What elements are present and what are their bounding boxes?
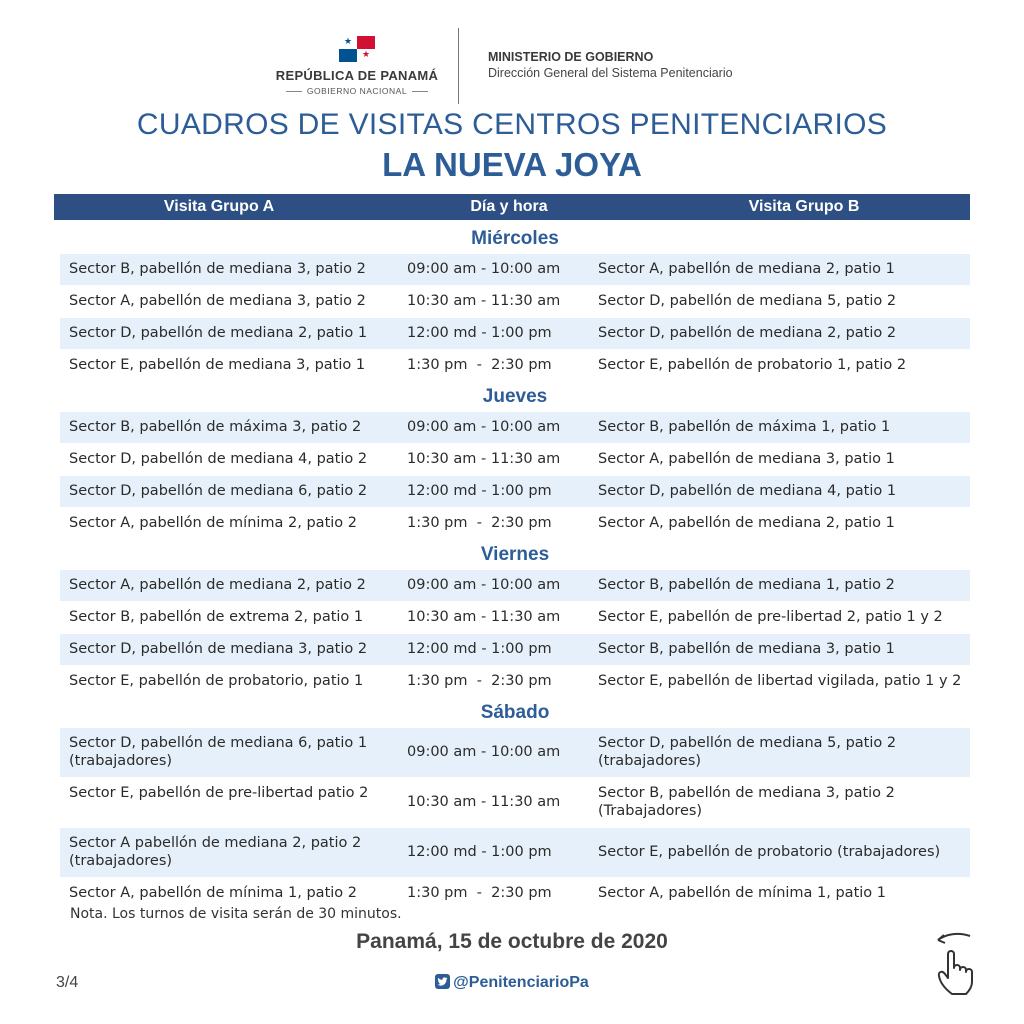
- column-header-group-a: Visita Grupo A: [163, 198, 275, 215]
- group-a-cell: Sector D, pabellón de mediana 4, patio 2: [69, 451, 368, 467]
- ministry-block: [488, 50, 733, 80]
- group-b-cell: Sector E, pabellón de probatorio 1, patio 2: [598, 357, 907, 373]
- group-a-cell: Sector B, pabellón de mediana 3, patio 2: [69, 261, 366, 277]
- group-a-cell: Sector A, pabellón de mínima 1, patio 2: [69, 885, 357, 901]
- table-row: [60, 412, 970, 444]
- group-a-cell: Sector E, pabellón de probatorio, patio 1: [69, 673, 364, 689]
- time-cell: 09:00 am - 10:00 am: [407, 261, 561, 277]
- table-row: [60, 318, 970, 350]
- time-cell: 10:30 am - 11:30 am: [407, 451, 561, 467]
- group-b-cell: Sector B, pabellón de mediana 1, patio 2: [598, 577, 895, 593]
- day-heading: Miércoles: [471, 228, 559, 249]
- time-cell: 12:00 md - 1:00 pm: [407, 641, 552, 657]
- date-line: Panamá, 15 de octubre de 2020: [356, 930, 668, 953]
- group-a-cell: Sector B, pabellón de extrema 2, patio 1: [69, 609, 364, 625]
- page-header: [0, 28, 1024, 108]
- group-b-cell: Sector D, pabellón de mediana 2, patio 2: [598, 325, 897, 341]
- table-row: [60, 286, 970, 318]
- time-cell: 09:00 am - 10:00 am: [407, 577, 561, 593]
- group-a-cell: Sector E, pabellón de pre-libertad patio 2: [69, 785, 369, 801]
- table-row: [60, 666, 970, 698]
- header-divider: [458, 28, 459, 104]
- government-name: GOBIERNO NACIONAL: [262, 86, 452, 96]
- group-b-cell: Sector D, pabellón de mediana 5, patio 2 (trabajadores): [598, 735, 897, 769]
- group-b-cell: Sector E, pabellón de probatorio (trabajadores): [598, 844, 941, 860]
- table-header: [54, 194, 970, 220]
- time-cell: 09:00 am - 10:00 am: [407, 419, 561, 435]
- time-cell: 10:30 am - 11:30 am: [407, 794, 561, 810]
- group-b-cell: Sector B, pabellón de mediana 3, patio 1: [598, 641, 895, 657]
- table-row: [60, 254, 970, 286]
- time-cell: 12:00 md - 1:00 pm: [407, 844, 552, 860]
- government-logo: [262, 36, 452, 96]
- day-heading: Sábado: [480, 702, 550, 723]
- table-row: [60, 444, 970, 476]
- group-a-cell: Sector A, pabellón de mínima 2, patio 2: [69, 515, 357, 531]
- time-cell: 1:30 pm - 2:30 pm: [407, 515, 552, 531]
- group-a-cell: Sector E, pabellón de mediana 3, patio 1: [69, 357, 366, 373]
- table-row: [60, 728, 970, 778]
- group-a-cell: Sector A, pabellón de mediana 2, patio 2: [69, 577, 366, 593]
- table-row: [60, 602, 970, 634]
- group-b-cell: Sector E, pabellón de libertad vigilada, patio 1 y 2: [598, 673, 962, 689]
- ministry-title: MINISTERIO DE GOBIERNO: [488, 50, 654, 64]
- group-a-cell: Sector D, pabellón de mediana 2, patio 1: [69, 325, 368, 341]
- group-a-cell: Sector D, pabellón de mediana 3, patio 2: [69, 641, 368, 657]
- table-row: [60, 508, 970, 540]
- group-a-cell: Sector D, pabellón de mediana 6, patio 2: [69, 483, 368, 499]
- swipe-hand-icon: [930, 928, 986, 1000]
- page-title: CUADROS DE VISITAS CENTROS PENITENCIARIOS: [136, 108, 888, 141]
- group-b-cell: Sector A, pabellón de mínima 1, patio 1: [598, 885, 886, 901]
- group-b-cell: Sector D, pabellón de mediana 5, patio 2: [598, 293, 897, 309]
- group-a-cell: Sector A pabellón de mediana 2, patio 2 (trabajadores): [69, 835, 362, 869]
- time-cell: 12:00 md - 1:00 pm: [407, 325, 552, 341]
- schedule-table: [60, 224, 970, 910]
- group-a-cell: Sector D, pabellón de mediana 6, patio 1 (trabajadores): [69, 735, 368, 769]
- social-handle-text: @PenitenciarioPa: [453, 974, 589, 991]
- table-row: [60, 350, 970, 382]
- time-cell: 12:00 md - 1:00 pm: [407, 483, 552, 499]
- day-heading: Viernes: [480, 544, 550, 565]
- republic-name: REPÚBLICA DE PANAMÁ: [275, 68, 439, 83]
- panama-flag-icon: ★ ★: [339, 36, 375, 62]
- group-b-cell: Sector E, pabellón de pre-libertad 2, patio 1 y 2: [598, 609, 943, 625]
- schedule-note: Nota. Los turnos de visita serán de 30 minutos.: [70, 906, 402, 922]
- social-handle: [0, 974, 1024, 992]
- group-a-cell: Sector A, pabellón de mediana 3, patio 2: [69, 293, 366, 309]
- time-cell: 10:30 am - 11:30 am: [407, 293, 561, 309]
- twitter-icon: [435, 974, 450, 989]
- table-row: [60, 570, 970, 602]
- ministry-direction: Dirección General del Sistema Penitenciario: [488, 66, 733, 80]
- time-cell: 1:30 pm - 2:30 pm: [407, 357, 552, 373]
- group-b-cell: Sector A, pabellón de mediana 2, patio 1: [598, 261, 895, 277]
- group-b-cell: Sector D, pabellón de mediana 4, patio 1: [598, 483, 897, 499]
- day-heading: Jueves: [482, 386, 548, 407]
- table-row: [60, 634, 970, 666]
- time-cell: 1:30 pm - 2:30 pm: [407, 673, 552, 689]
- time-cell: 09:00 am - 10:00 am: [407, 744, 561, 760]
- page-indicator: 3/4: [56, 974, 79, 991]
- time-cell: 10:30 am - 11:30 am: [407, 609, 561, 625]
- group-b-cell: Sector B, pabellón de máxima 1, patio 1: [598, 419, 891, 435]
- column-header-time: Día y hora: [470, 198, 548, 215]
- column-header-group-b: Visita Grupo B: [748, 198, 860, 215]
- time-cell: 1:30 pm - 2:30 pm: [407, 885, 552, 901]
- group-b-cell: Sector B, pabellón de mediana 3, patio 2 (Trabajadores): [598, 785, 895, 819]
- page-subtitle: LA NUEVA JOYA: [382, 146, 642, 183]
- group-b-cell: Sector A, pabellón de mediana 3, patio 1: [598, 451, 895, 467]
- table-row: [60, 828, 970, 878]
- group-b-cell: Sector A, pabellón de mediana 2, patio 1: [598, 515, 895, 531]
- table-row: [60, 778, 970, 828]
- table-row: [60, 476, 970, 508]
- group-a-cell: Sector B, pabellón de máxima 3, patio 2: [69, 419, 362, 435]
